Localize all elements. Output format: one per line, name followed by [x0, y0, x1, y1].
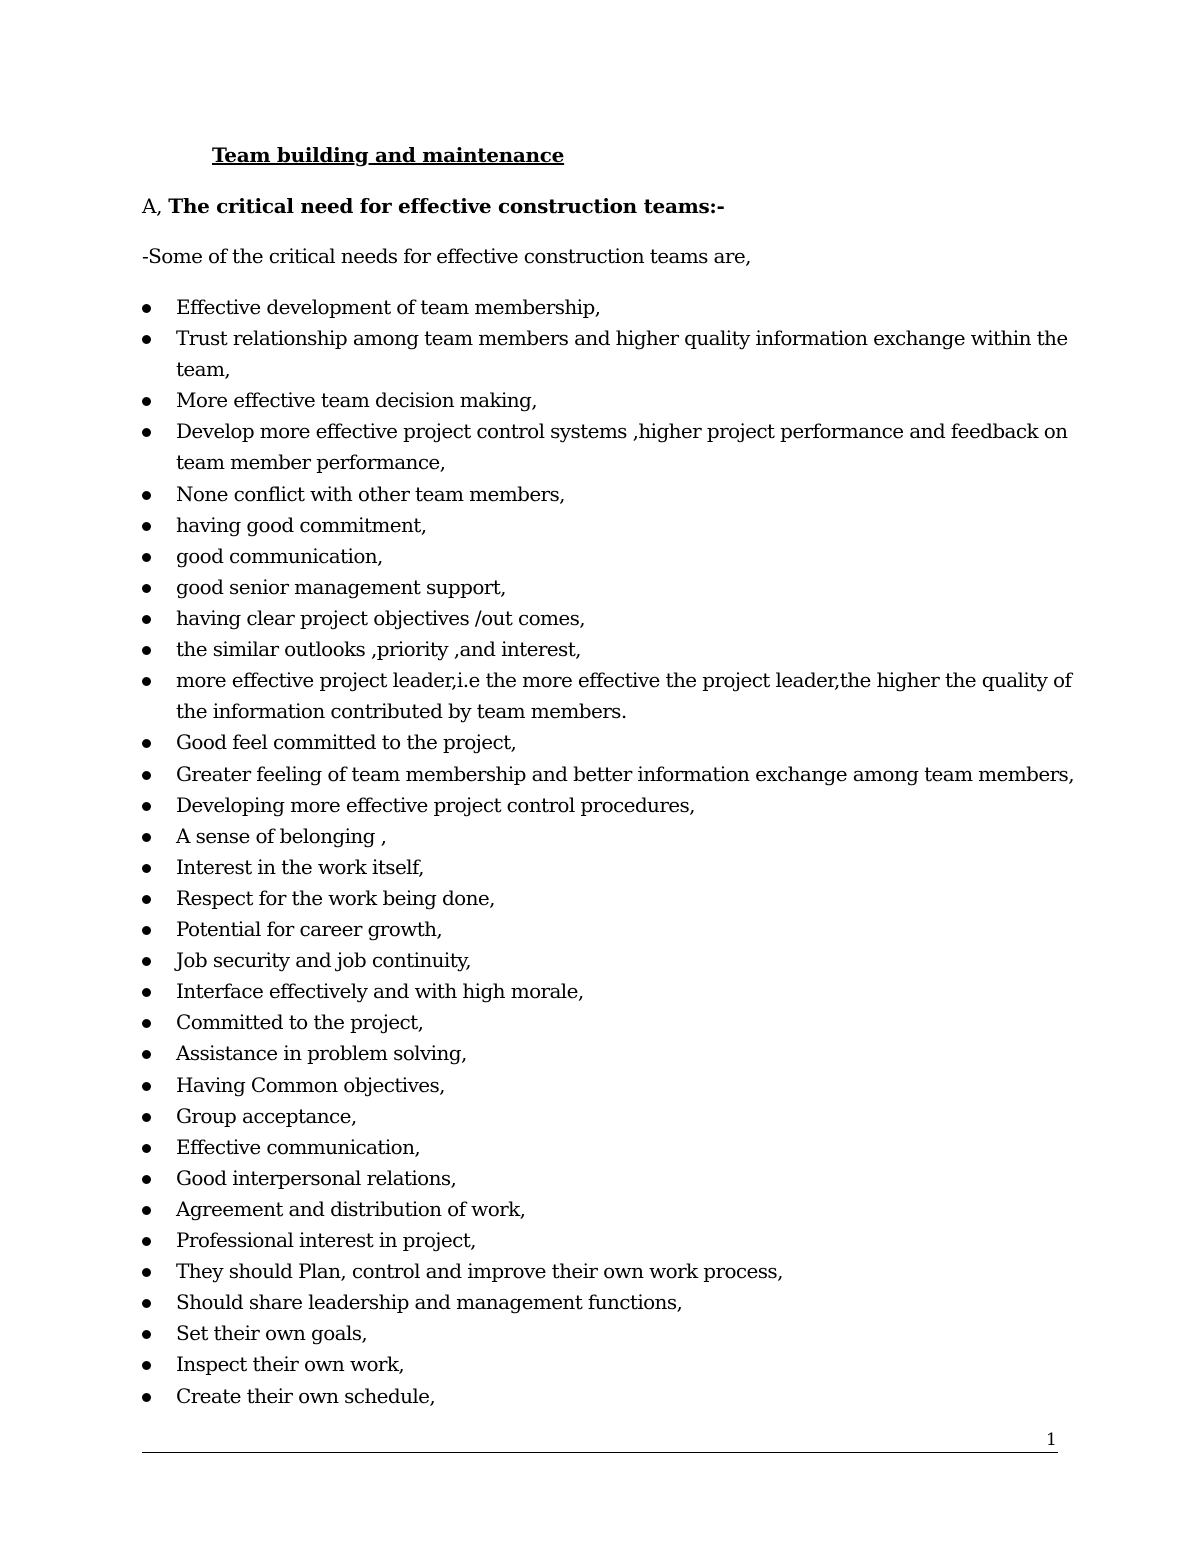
list-item-text: Interface effectively and with high morale,	[176, 979, 584, 1004]
list-item-text: Effective development of team membership,	[176, 295, 601, 319]
list-item	[142, 945, 1082, 976]
bullet-icon	[142, 1082, 151, 1091]
bullet-icon	[142, 1019, 151, 1028]
list-item	[142, 1038, 1082, 1069]
list-item	[142, 323, 1082, 385]
intro-paragraph: -Some of the critical needs for effective construction teams are,	[142, 244, 751, 268]
bullet-icon	[142, 1113, 151, 1122]
list-item-text: the similar outlooks ,priority ,and interest,	[176, 637, 581, 662]
bullet-icon	[142, 491, 151, 500]
bullet-icon	[142, 957, 151, 966]
section-heading	[142, 194, 725, 218]
bullet-icon	[142, 335, 151, 344]
bullet-icon	[142, 1050, 151, 1059]
list-item-text: more effective project leader,i.e the more effective the project leader,the higher the quality of the information contributed by team members.	[176, 668, 1072, 724]
list-item	[142, 634, 1082, 665]
bullet-icon	[142, 1330, 151, 1339]
list-item	[142, 727, 1082, 758]
list-item	[142, 976, 1082, 1007]
list-item-text: Create their own schedule,	[176, 1383, 436, 1408]
section-prefix: A,	[142, 194, 163, 218]
bullet-icon	[142, 988, 151, 997]
bullet-icon	[142, 677, 151, 686]
bullet-icon	[142, 1268, 151, 1277]
list-item-text: A sense of belonging ,	[176, 823, 387, 848]
bullet-icon	[142, 397, 151, 406]
list-item	[142, 1070, 1082, 1101]
list-item-text: Good feel committed to the project,	[176, 730, 517, 755]
list-item-text: Job security and job continuity,	[176, 948, 471, 973]
list-item-text: Interest in the work itself,	[176, 854, 424, 879]
list-item-text: Professional interest in project,	[176, 1228, 476, 1252]
bullet-icon	[142, 615, 151, 624]
bullet-icon	[142, 926, 151, 935]
list-item-text: Respect for the work being done,	[176, 885, 495, 910]
list-item	[142, 914, 1082, 945]
bullet-icon	[142, 802, 151, 811]
list-item-text: Group acceptance,	[176, 1103, 357, 1128]
list-item	[142, 852, 1082, 883]
section-heading-text: The critical need for effective construction teams:-	[168, 194, 725, 218]
bullet-icon	[142, 1361, 151, 1370]
list-item-text: They should Plan, control and improve their own work process,	[176, 1259, 783, 1284]
list-item	[142, 759, 1082, 790]
list-item	[142, 541, 1082, 572]
bullet-icon	[142, 895, 151, 904]
bullet-icon	[142, 522, 151, 531]
list-item-text: Effective communication,	[176, 1134, 421, 1159]
footer-divider	[142, 1452, 1058, 1453]
list-item	[142, 572, 1082, 603]
page-number: 1	[1046, 1430, 1057, 1450]
bullet-icon	[142, 584, 151, 593]
bullet-icon	[142, 1144, 151, 1153]
list-item-text: good senior management support,	[176, 574, 506, 599]
list-item-text: None conflict with other team members,	[176, 481, 565, 506]
list-item	[142, 1318, 1082, 1349]
list-item	[142, 821, 1082, 852]
list-item-text: Having Common objectives,	[176, 1072, 445, 1097]
list-item-text: good communication,	[176, 543, 383, 568]
list-item	[142, 479, 1082, 510]
list-item-text: Trust relationship among team members and higher quality information exchange within the team,	[176, 326, 1068, 382]
list-item-text: Develop more effective project control systems ,higher project performance and feedback on team member performance,	[176, 419, 1068, 475]
list-item	[142, 1287, 1082, 1318]
list-item	[142, 1256, 1082, 1287]
bullet-icon	[142, 553, 151, 562]
list-item-text: Agreement and distribution of work,	[176, 1196, 526, 1221]
document-title: Team building and maintenance	[212, 143, 565, 167]
bullet-icon	[142, 771, 151, 780]
list-item	[142, 1381, 1082, 1412]
bullet-icon	[142, 1393, 151, 1402]
list-item	[142, 1163, 1082, 1194]
list-item	[142, 790, 1082, 821]
list-item-text: having good commitment,	[176, 512, 427, 537]
list-item-text: Committed to the project,	[176, 1010, 424, 1035]
list-item-text: Set their own goals,	[176, 1321, 368, 1346]
list-item	[142, 292, 1082, 323]
list-item-text: Potential for career growth,	[176, 917, 443, 941]
bullet-icon	[142, 864, 151, 873]
bullet-icon	[142, 1299, 151, 1308]
list-item-text: Inspect their own work,	[176, 1352, 405, 1377]
bullet-icon	[142, 1237, 151, 1246]
list-item-text: Assistance in problem solving,	[176, 1041, 467, 1066]
list-item-text: Greater feeling of team membership and better information exchange among team members,	[176, 761, 1074, 786]
list-item-text: Developing more effective project control procedures,	[176, 792, 695, 817]
list-item	[142, 510, 1082, 541]
list-item-text: Should share leadership and management functions,	[176, 1290, 683, 1315]
list-item	[142, 883, 1082, 914]
list-item	[142, 416, 1082, 478]
bullet-icon	[142, 739, 151, 748]
list-item	[142, 385, 1082, 416]
list-item	[142, 665, 1082, 727]
bullet-icon	[142, 833, 151, 842]
bullet-icon	[142, 646, 151, 655]
list-item-text: More effective team decision making,	[176, 388, 538, 413]
list-item	[142, 1132, 1082, 1163]
list-item	[142, 1225, 1082, 1256]
list-item	[142, 603, 1082, 634]
list-item	[142, 1007, 1082, 1038]
list-item-text: having clear project objectives /out comes,	[176, 606, 586, 630]
bullet-icon	[142, 428, 151, 437]
bullet-icon	[142, 304, 151, 313]
bullet-icon	[142, 1206, 151, 1215]
list-item	[142, 1101, 1082, 1132]
list-item-text: Good interpersonal relations,	[176, 1165, 457, 1190]
list-item	[142, 1349, 1082, 1380]
bullet-icon	[142, 1175, 151, 1184]
list-item	[142, 1194, 1082, 1225]
